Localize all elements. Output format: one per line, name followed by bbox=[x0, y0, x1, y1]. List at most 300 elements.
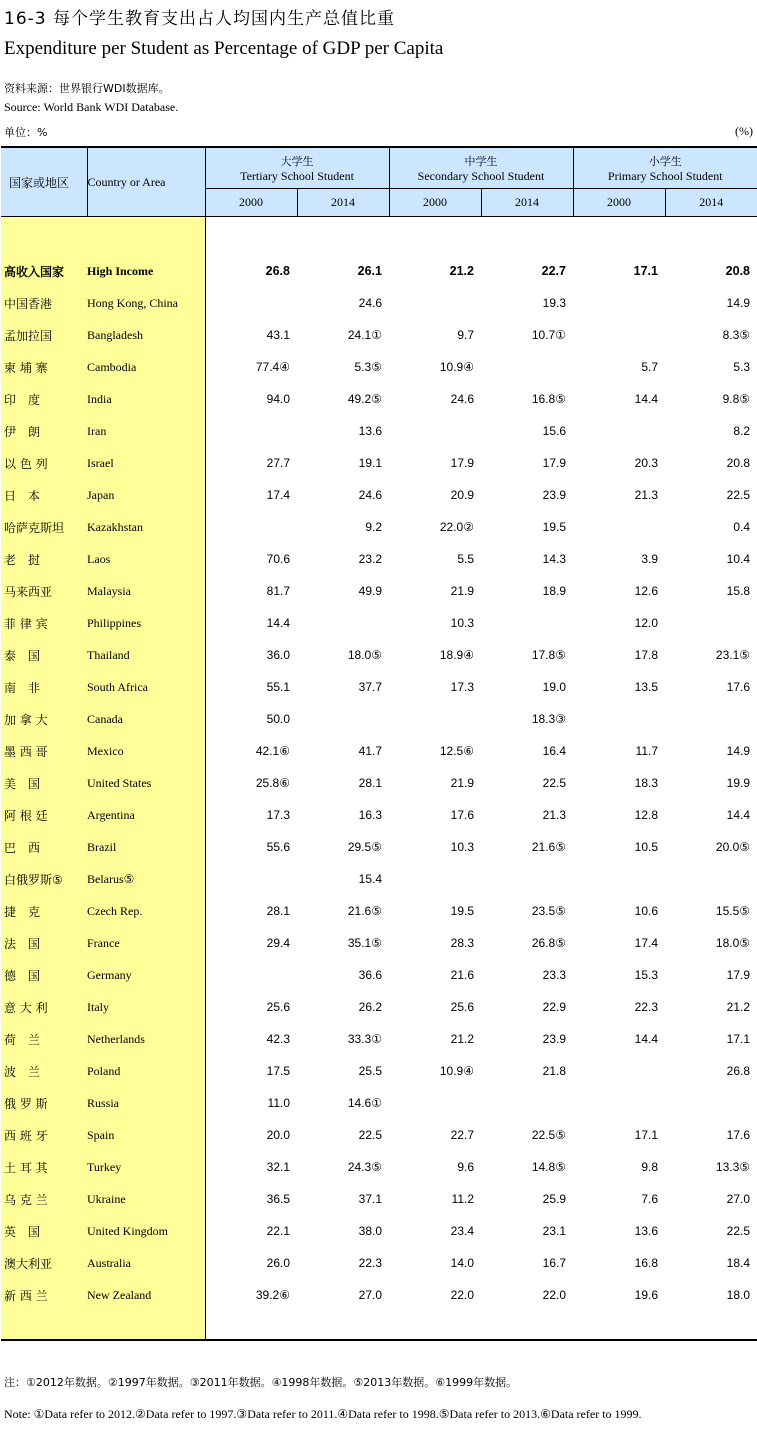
country-cn-cell: 西 班 牙 bbox=[1, 1119, 87, 1151]
value-cell: 21.9 bbox=[450, 776, 474, 790]
table-row bbox=[1, 799, 757, 831]
value-cell: 22.7 bbox=[541, 264, 566, 278]
value-cell: 18.3 bbox=[634, 776, 658, 790]
value-cell: 18.3③ bbox=[531, 712, 566, 726]
value-cell: 18.9④ bbox=[439, 648, 474, 662]
value-cell: 17.3 bbox=[266, 808, 290, 822]
value-cell bbox=[389, 1087, 481, 1119]
country-header-cn: 国家或地区 bbox=[1, 147, 87, 217]
value-cell: 17.1 bbox=[633, 264, 658, 278]
value-cell: 22.0 bbox=[450, 1288, 474, 1302]
table-row bbox=[1, 1087, 757, 1119]
value-cell: 21.6⑤ bbox=[347, 904, 382, 918]
value-cell: 17.6 bbox=[450, 808, 474, 822]
value-cell bbox=[205, 287, 297, 319]
value-cell: 13.5 bbox=[634, 680, 658, 694]
value-cell: 20.8 bbox=[726, 456, 751, 470]
value-cell bbox=[481, 863, 573, 895]
value-cell: 21.8 bbox=[542, 1064, 566, 1078]
value-cell bbox=[573, 1087, 665, 1119]
value-cell: 14.4 bbox=[266, 616, 290, 630]
value-cell: 22.5 bbox=[726, 488, 751, 502]
value-cell bbox=[665, 1087, 757, 1119]
value-cell: 17.6 bbox=[726, 680, 751, 694]
value-cell: 17.4 bbox=[266, 488, 290, 502]
value-cell: 11.0 bbox=[267, 1096, 290, 1110]
value-cell bbox=[665, 703, 757, 735]
group-header-cn: 大学生 bbox=[280, 154, 314, 168]
country-en-cell: New Zealand bbox=[87, 1279, 205, 1311]
country-en-cell: Israel bbox=[87, 447, 205, 479]
value-cell: 14.6① bbox=[347, 1096, 382, 1110]
value-cell: 10.7① bbox=[531, 328, 566, 342]
value-cell: 19.3 bbox=[542, 296, 566, 310]
group-header-cn: 中学生 bbox=[464, 154, 498, 168]
country-cn-cell: 日 本 bbox=[1, 479, 87, 511]
value-cell: 20.3 bbox=[634, 456, 658, 470]
value-cell: 49.9 bbox=[358, 584, 382, 598]
value-cell: 55.6 bbox=[266, 840, 290, 854]
value-cell bbox=[481, 351, 573, 383]
value-cell: 7.6 bbox=[641, 1192, 658, 1206]
value-cell: 29.5⑤ bbox=[347, 840, 382, 854]
value-cell: 17.9 bbox=[450, 456, 474, 470]
country-cn-cell: 澳大利亚 bbox=[1, 1247, 87, 1279]
table-row bbox=[1, 1119, 757, 1151]
value-cell: 14.9 bbox=[726, 296, 751, 310]
value-cell bbox=[481, 217, 573, 256]
value-cell: 22.1 bbox=[266, 1224, 290, 1238]
value-cell: 18.4 bbox=[726, 1256, 751, 1270]
country-cn-cell: 哈萨克斯坦 bbox=[1, 511, 87, 543]
value-cell: 12.0 bbox=[634, 616, 658, 630]
value-cell: 3.9 bbox=[641, 552, 658, 566]
value-cell: 23.2 bbox=[358, 552, 382, 566]
value-cell bbox=[205, 959, 297, 991]
value-cell bbox=[573, 319, 665, 351]
value-cell: 27.0 bbox=[358, 1288, 382, 1302]
value-cell: 9.6 bbox=[457, 1160, 474, 1174]
year-header: 2000 bbox=[205, 189, 297, 217]
value-cell bbox=[481, 1087, 573, 1119]
table-row bbox=[1, 895, 757, 927]
value-cell: 25.6 bbox=[266, 1000, 290, 1014]
value-cell: 36.6 bbox=[358, 968, 382, 982]
value-cell bbox=[389, 217, 481, 256]
value-cell bbox=[573, 511, 665, 543]
country-cn-cell: 墨 西 哥 bbox=[1, 735, 87, 767]
page-title-en: Expenditure per Student as Percentage of GDP per Capita bbox=[4, 38, 444, 59]
value-cell bbox=[297, 1311, 389, 1340]
value-cell: 21.2 bbox=[450, 1032, 474, 1046]
value-cell bbox=[481, 607, 573, 639]
value-cell: 36.5 bbox=[266, 1192, 290, 1206]
value-cell: 10.5 bbox=[634, 840, 658, 854]
value-cell: 17.8 bbox=[634, 648, 658, 662]
value-cell: 70.6 bbox=[266, 552, 290, 566]
value-cell bbox=[297, 607, 389, 639]
country-en-cell: Brazil bbox=[87, 831, 205, 863]
value-cell: 23.9 bbox=[542, 1032, 566, 1046]
value-cell: 24.6 bbox=[358, 296, 382, 310]
country-en-cell: Belarus⑤ bbox=[87, 863, 205, 895]
value-cell bbox=[389, 863, 481, 895]
value-cell bbox=[665, 863, 757, 895]
value-cell: 12.6 bbox=[634, 584, 658, 598]
country-cn-cell: 老 挝 bbox=[1, 543, 87, 575]
value-cell: 24.6 bbox=[450, 392, 474, 406]
value-cell: 17.9 bbox=[726, 968, 751, 982]
value-cell: 26.2 bbox=[358, 1000, 382, 1014]
table-row bbox=[1, 1151, 757, 1183]
value-cell: 28.1 bbox=[266, 904, 290, 918]
country-en-cell: Czech Rep. bbox=[87, 895, 205, 927]
country-en-cell: Russia bbox=[87, 1087, 205, 1119]
value-cell bbox=[573, 415, 665, 447]
country-cn-cell: 泰 国 bbox=[1, 639, 87, 671]
filler-row bbox=[1, 1311, 757, 1340]
value-cell bbox=[665, 217, 757, 256]
table-row bbox=[1, 959, 757, 991]
value-cell: 22.3 bbox=[634, 1000, 658, 1014]
value-cell: 22.3 bbox=[358, 1256, 382, 1270]
country-en-cell: Thailand bbox=[87, 639, 205, 671]
country-cn-cell: 德 国 bbox=[1, 959, 87, 991]
country-cn-cell: 加 拿 大 bbox=[1, 703, 87, 735]
value-cell bbox=[481, 1311, 573, 1340]
value-cell: 5.7 bbox=[641, 360, 658, 374]
value-cell: 22.7 bbox=[450, 1128, 474, 1142]
value-cell: 25.6 bbox=[450, 1000, 474, 1014]
value-cell: 12.8 bbox=[634, 808, 658, 822]
country-en-cell: Argentina bbox=[87, 799, 205, 831]
value-cell: 18.0 bbox=[726, 1288, 751, 1302]
value-cell: 14.4 bbox=[726, 808, 751, 822]
value-cell bbox=[573, 287, 665, 319]
value-cell: 22.5 bbox=[358, 1128, 382, 1142]
value-cell: 21.2 bbox=[726, 1000, 751, 1014]
value-cell bbox=[389, 703, 481, 735]
value-cell: 19.6 bbox=[634, 1288, 658, 1302]
value-cell: 18.0⑤ bbox=[347, 648, 382, 662]
value-cell: 26.1 bbox=[357, 264, 382, 278]
country-en-cell bbox=[87, 1311, 205, 1340]
country-cn-cell: 法 国 bbox=[1, 927, 87, 959]
value-cell: 19.0 bbox=[542, 680, 566, 694]
country-cn-cell: 英 国 bbox=[1, 1215, 87, 1247]
value-cell bbox=[297, 703, 389, 735]
value-cell: 23.4 bbox=[450, 1224, 474, 1238]
value-cell: 23.5⑤ bbox=[531, 904, 566, 918]
value-cell: 81.7 bbox=[266, 584, 290, 598]
value-cell: 26.8 bbox=[726, 1064, 751, 1078]
value-cell: 13.3⑤ bbox=[715, 1160, 751, 1174]
value-cell: 22.5⑤ bbox=[531, 1128, 566, 1142]
table-row bbox=[1, 607, 757, 639]
value-cell: 17.9 bbox=[542, 456, 566, 470]
value-cell: 21.6⑤ bbox=[531, 840, 566, 854]
value-cell: 37.7 bbox=[358, 680, 382, 694]
value-cell: 9.7 bbox=[457, 328, 474, 342]
footnote-en: Note: ①Data refer to 2012.②Data refer to 1997.③Data refer to 2011.④Data refer to 1998.⑤Data refer to 2013.⑥Data refer to 1999. bbox=[4, 1407, 642, 1421]
value-cell: 0.4 bbox=[733, 520, 751, 534]
value-cell bbox=[205, 217, 297, 256]
value-cell: 21.6 bbox=[450, 968, 474, 982]
value-cell bbox=[205, 511, 297, 543]
country-cn-cell: 新 西 兰 bbox=[1, 1279, 87, 1311]
value-cell: 16.7 bbox=[542, 1256, 566, 1270]
value-cell: 20.0 bbox=[266, 1128, 290, 1142]
value-cell: 27.0 bbox=[726, 1192, 751, 1206]
table-row bbox=[1, 447, 757, 479]
value-cell: 15.5⑤ bbox=[715, 904, 751, 918]
country-en-cell: Kazakhstan bbox=[87, 511, 205, 543]
year-header: 2014 bbox=[481, 189, 573, 217]
value-cell: 23.1⑤ bbox=[715, 648, 751, 662]
country-cn-cell: 印 度 bbox=[1, 383, 87, 415]
page-title-cn: 16-3 每个学生教育支出占人均国内生产总值比重 bbox=[4, 9, 395, 29]
year-header: 2014 bbox=[297, 189, 389, 217]
country-en-cell: Germany bbox=[87, 959, 205, 991]
value-cell: 17.5 bbox=[266, 1064, 290, 1078]
table-header bbox=[1, 147, 757, 217]
value-cell: 27.7 bbox=[266, 456, 290, 470]
value-cell: 24.6 bbox=[358, 488, 382, 502]
value-cell: 17.1 bbox=[634, 1128, 658, 1142]
value-cell: 19.5 bbox=[542, 520, 566, 534]
value-cell: 24.1① bbox=[347, 328, 382, 342]
country-en-cell: United Kingdom bbox=[87, 1215, 205, 1247]
value-cell: 10.9④ bbox=[439, 1064, 474, 1078]
table-row bbox=[1, 1023, 757, 1055]
country-en-cell: Cambodia bbox=[87, 351, 205, 383]
value-cell: 22.0② bbox=[439, 520, 474, 534]
value-cell: 77.4④ bbox=[255, 360, 290, 374]
value-cell: 28.3 bbox=[450, 936, 474, 950]
source-cn: 资料来源：世界银行WDI数据库。 bbox=[4, 82, 170, 95]
value-cell: 5.3 bbox=[733, 360, 751, 374]
country-cn-cell: 伊 朗 bbox=[1, 415, 87, 447]
table-row bbox=[1, 735, 757, 767]
value-cell: 36.0 bbox=[266, 648, 290, 662]
group-header-primary bbox=[573, 147, 757, 189]
value-cell: 23.1 bbox=[542, 1224, 566, 1238]
value-cell: 22.9 bbox=[542, 1000, 566, 1014]
value-cell bbox=[573, 1311, 665, 1340]
country-en-cell: Netherlands bbox=[87, 1023, 205, 1055]
table-row bbox=[1, 767, 757, 799]
value-cell: 25.8⑥ bbox=[255, 776, 290, 790]
value-cell bbox=[665, 1311, 757, 1340]
table-row bbox=[1, 703, 757, 735]
value-cell: 17.4 bbox=[634, 936, 658, 950]
value-cell: 43.1 bbox=[266, 328, 290, 342]
value-cell: 17.6 bbox=[726, 1128, 751, 1142]
country-header-en: Country or Area bbox=[87, 147, 205, 217]
country-cn-cell: 白俄罗斯⑤ bbox=[1, 863, 87, 895]
value-cell bbox=[205, 415, 297, 447]
value-cell: 14.8⑤ bbox=[531, 1160, 566, 1174]
value-cell: 38.0 bbox=[358, 1224, 382, 1238]
value-cell: 14.4 bbox=[634, 1032, 658, 1046]
table-row bbox=[1, 287, 757, 319]
group-header-secondary bbox=[389, 147, 573, 189]
country-cn-cell: 荷 兰 bbox=[1, 1023, 87, 1055]
country-cn-cell: 土 耳 其 bbox=[1, 1151, 87, 1183]
value-cell: 25.5 bbox=[358, 1064, 382, 1078]
value-cell: 16.4 bbox=[542, 744, 566, 758]
value-cell: 23.9 bbox=[542, 488, 566, 502]
value-cell: 28.1 bbox=[358, 776, 382, 790]
country-cn-cell: 马来西亚 bbox=[1, 575, 87, 607]
country-en-cell: Mexico bbox=[87, 735, 205, 767]
country-en-cell: Hong Kong, China bbox=[87, 287, 205, 319]
value-cell: 12.5⑥ bbox=[439, 744, 474, 758]
table-row bbox=[1, 671, 757, 703]
table-row bbox=[1, 511, 757, 543]
value-cell: 16.3 bbox=[358, 808, 382, 822]
country-en-cell: Italy bbox=[87, 991, 205, 1023]
value-cell bbox=[573, 703, 665, 735]
group-header-en: Secondary School Student bbox=[417, 168, 545, 183]
country-cn-cell: 波 兰 bbox=[1, 1055, 87, 1087]
value-cell: 20.0⑤ bbox=[715, 840, 751, 854]
value-cell: 19.5 bbox=[450, 904, 474, 918]
country-cn-cell bbox=[1, 1311, 87, 1340]
value-cell: 20.8 bbox=[725, 264, 751, 278]
value-cell bbox=[665, 607, 757, 639]
country-cn-cell: 柬 埔 寨 bbox=[1, 351, 87, 383]
value-cell: 20.9 bbox=[450, 488, 474, 502]
value-cell: 49.2⑤ bbox=[347, 392, 382, 406]
value-cell bbox=[389, 287, 481, 319]
value-cell: 94.0 bbox=[266, 392, 290, 406]
value-cell: 33.3① bbox=[347, 1032, 382, 1046]
value-cell: 21.9 bbox=[450, 584, 474, 598]
table-body bbox=[1, 217, 757, 1341]
year-header: 2000 bbox=[573, 189, 665, 217]
country-cn-cell: 高收入国家 bbox=[1, 255, 87, 287]
value-cell: 16.8 bbox=[634, 1256, 658, 1270]
value-cell: 14.0 bbox=[450, 1256, 474, 1270]
country-cn-cell: 巴 西 bbox=[1, 831, 87, 863]
value-cell: 21.2 bbox=[449, 264, 474, 278]
country-cn-cell: 意 大 利 bbox=[1, 991, 87, 1023]
country-cn-cell: 菲 律 宾 bbox=[1, 607, 87, 639]
value-cell: 18.0⑤ bbox=[715, 936, 751, 950]
country-cn-cell: 南 非 bbox=[1, 671, 87, 703]
table-row bbox=[1, 927, 757, 959]
country-en-cell bbox=[87, 217, 205, 256]
table-row bbox=[1, 575, 757, 607]
group-header-cn: 小学生 bbox=[648, 154, 682, 168]
source-en: Source: World Bank WDI Database. bbox=[4, 100, 179, 114]
value-cell: 23.3 bbox=[542, 968, 566, 982]
value-cell: 50.0 bbox=[266, 712, 290, 726]
value-cell: 39.2⑥ bbox=[255, 1288, 290, 1302]
value-cell: 10.9④ bbox=[439, 360, 474, 374]
table-row bbox=[1, 639, 757, 671]
value-cell: 8.3⑤ bbox=[722, 328, 751, 342]
value-cell: 22.0 bbox=[542, 1288, 566, 1302]
value-cell: 15.8 bbox=[726, 584, 751, 598]
value-cell: 11.2 bbox=[451, 1192, 474, 1206]
value-cell: 21.3 bbox=[542, 808, 566, 822]
country-cn-cell: 俄 罗 斯 bbox=[1, 1087, 87, 1119]
value-cell: 15.6 bbox=[542, 424, 566, 438]
table-row bbox=[1, 1183, 757, 1215]
value-cell: 22.5 bbox=[542, 776, 566, 790]
country-cn-cell: 乌 克 兰 bbox=[1, 1183, 87, 1215]
value-cell: 5.3⑤ bbox=[354, 360, 382, 374]
value-cell bbox=[573, 863, 665, 895]
value-cell bbox=[573, 1055, 665, 1087]
value-cell: 11.7 bbox=[635, 744, 658, 758]
value-cell: 13.6 bbox=[358, 424, 382, 438]
value-cell: 17.3 bbox=[450, 680, 474, 694]
value-cell: 19.1 bbox=[358, 456, 382, 470]
value-cell: 29.4 bbox=[266, 936, 290, 950]
value-cell bbox=[389, 1311, 481, 1340]
country-en-cell: Poland bbox=[87, 1055, 205, 1087]
table-row bbox=[1, 831, 757, 863]
footnote-cn: 注：①2012年数据。②1997年数据。③2011年数据。④1998年数据。⑤2013年数据。⑥1999年数据。 bbox=[4, 1376, 518, 1389]
value-cell: 5.5 bbox=[457, 552, 474, 566]
value-cell: 19.9 bbox=[726, 776, 751, 790]
value-cell: 10.3 bbox=[450, 616, 474, 630]
value-cell: 10.4 bbox=[726, 552, 751, 566]
value-cell: 14.3 bbox=[542, 552, 566, 566]
value-cell bbox=[205, 1311, 297, 1340]
country-en-cell: Malaysia bbox=[87, 575, 205, 607]
country-en-cell: South Africa bbox=[87, 671, 205, 703]
value-cell: 13.6 bbox=[634, 1224, 658, 1238]
value-cell: 24.3⑤ bbox=[347, 1160, 382, 1174]
value-cell: 18.9 bbox=[542, 584, 566, 598]
value-cell: 26.8 bbox=[265, 264, 290, 278]
table-row bbox=[1, 1215, 757, 1247]
country-en-cell: Turkey bbox=[87, 1151, 205, 1183]
value-cell: 15.3 bbox=[634, 968, 658, 982]
table-row bbox=[1, 351, 757, 383]
country-en-cell: High Income bbox=[87, 255, 205, 287]
value-cell: 9.2 bbox=[365, 520, 382, 534]
value-cell: 10.6 bbox=[634, 904, 658, 918]
value-cell: 26.0 bbox=[266, 1256, 290, 1270]
value-cell: 15.4 bbox=[358, 872, 382, 886]
data-table bbox=[1, 146, 757, 1341]
group-header-en: Primary School Student bbox=[607, 168, 723, 183]
value-cell: 22.5 bbox=[726, 1224, 751, 1238]
spacer-row bbox=[1, 217, 757, 256]
value-cell: 8.2 bbox=[733, 424, 751, 438]
unit-label-cn: 单位：% bbox=[4, 126, 48, 139]
value-cell: 32.1 bbox=[266, 1160, 290, 1174]
country-cn-cell: 捷 克 bbox=[1, 895, 87, 927]
value-cell: 42.1⑥ bbox=[255, 744, 290, 758]
table-row bbox=[1, 1279, 757, 1311]
country-en-cell: United States bbox=[87, 767, 205, 799]
value-cell: 16.8⑤ bbox=[531, 392, 566, 406]
table-row bbox=[1, 479, 757, 511]
table-row bbox=[1, 319, 757, 351]
value-cell: 55.1 bbox=[266, 680, 290, 694]
country-en-cell: Bangladesh bbox=[87, 319, 205, 351]
country-en-cell: Ukraine bbox=[87, 1183, 205, 1215]
value-cell: 14.4 bbox=[634, 392, 658, 406]
table-row bbox=[1, 415, 757, 447]
year-header: 2014 bbox=[665, 189, 757, 217]
